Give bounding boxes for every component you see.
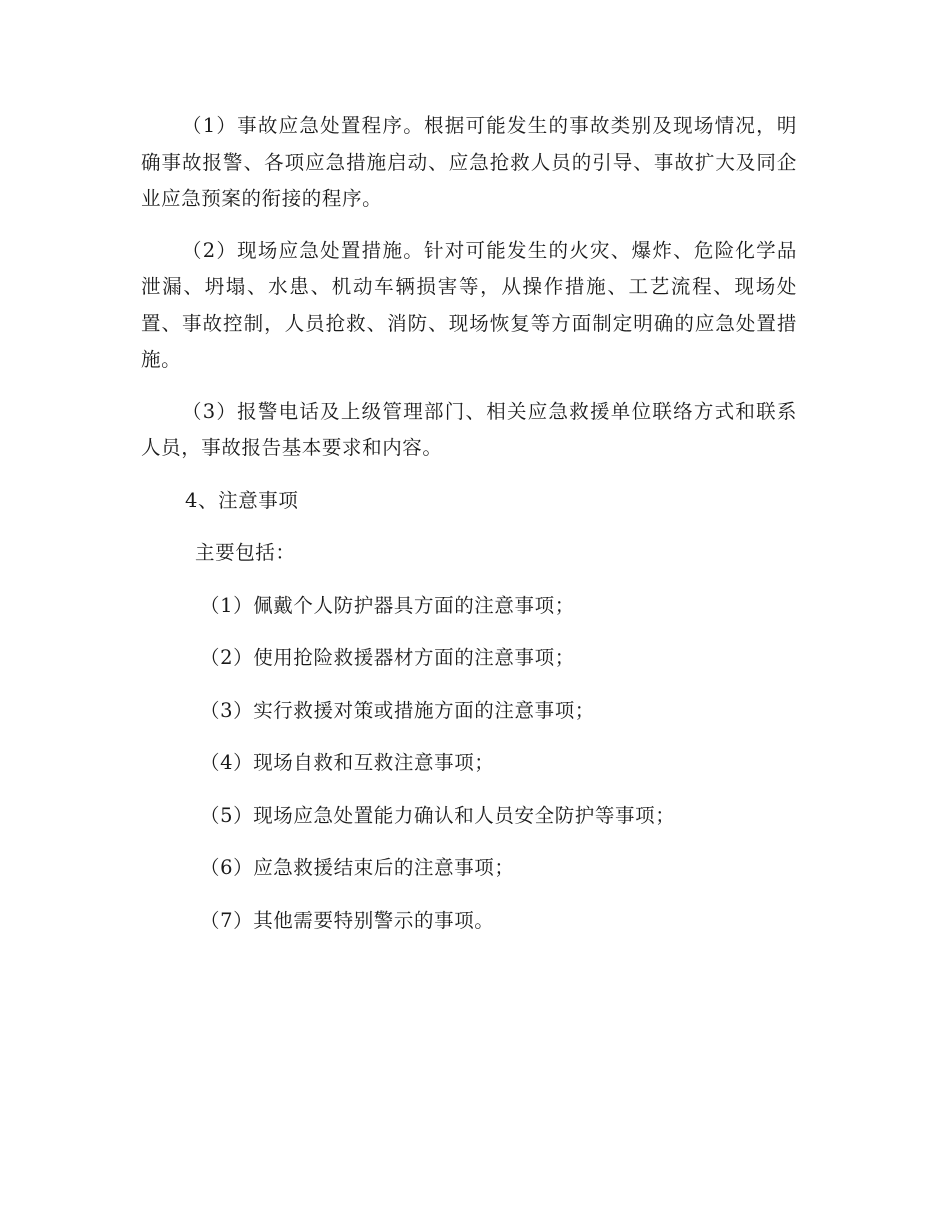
list-item: （1）佩戴个人防护器具方面的注意事项； (200, 593, 575, 617)
list-item: （2）使用抢险救援器材方面的注意事项； (200, 646, 575, 669)
paragraph-contacts: （3）报警电话及上级管理部门、相关应急救援单位联络方式和联系人员，事故报告基本要求和内容。 (141, 399, 797, 459)
precautions-list (141, 588, 797, 940)
paragraph-procedure: （1）事故应急处置程序。根据可能发生的事故类别及现场情况，明确事故报警、各项应急措施启动、应急抢救人员的引导、事故扩大及同企业应急预案的衔接的程序。 (141, 114, 797, 210)
list-item: （4）现场自救和互救注意事项； (200, 751, 495, 774)
section-intro: 主要包括： (195, 541, 296, 564)
list-item: （6）应急救援结束后的注意事项； (200, 856, 515, 879)
document-body (141, 108, 797, 955)
list-item: （7）其他需要特别警示的事项。 (200, 908, 495, 932)
paragraph-measures: （2）现场应急处置措施。针对可能发生的火灾、爆炸、危险化学品泄漏、坍塌、水患、机动车辆损害等，从操作措施、工艺流程、现场处置、事故控制，人员抢救、消防、现场恢复等方面制定明确的应急处置措施。 (141, 238, 797, 371)
list-item: （5）现场应急处置能力确认和人员安全防护等事项； (200, 803, 676, 827)
list-item: （3）实行救援对策或措施方面的注意事项； (200, 698, 595, 722)
section-heading: 4、注意事项 (185, 488, 299, 512)
